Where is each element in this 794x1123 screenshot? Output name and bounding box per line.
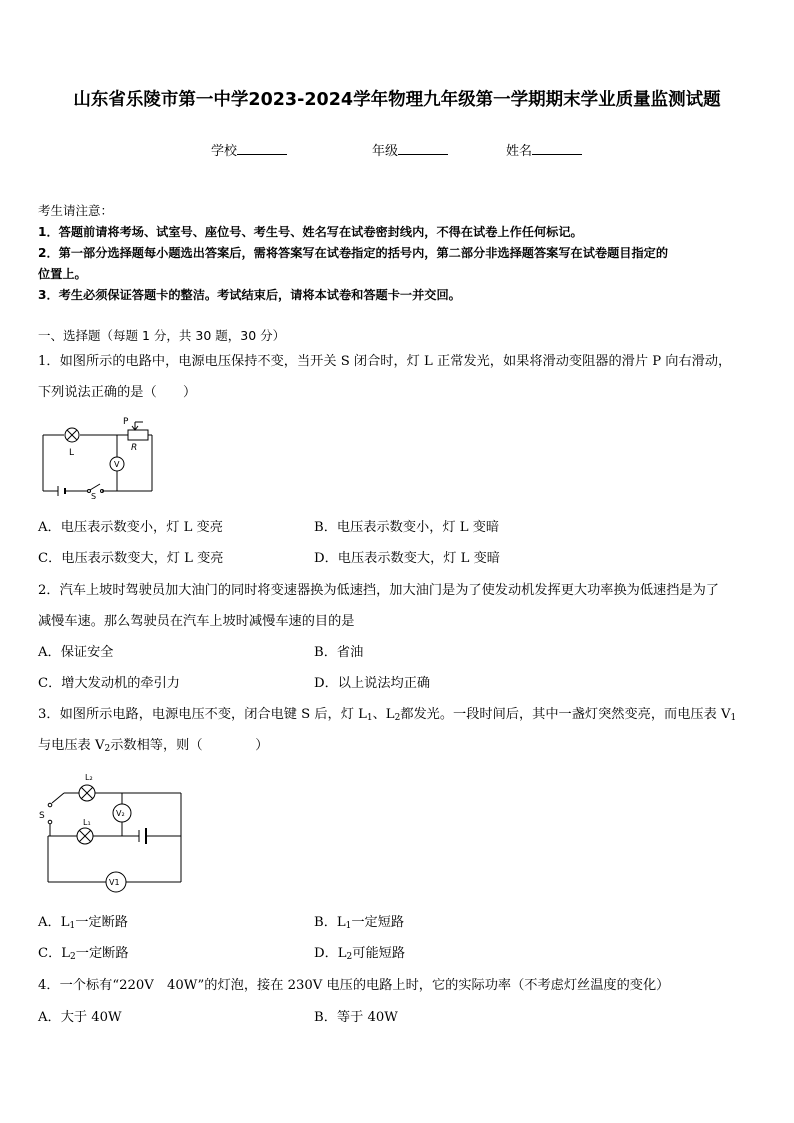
q1-option-b[interactable]: B．电压表示数变小，灯 L 变暗: [314, 520, 500, 535]
q1-stem-line1: 1．如图所示的电路中，电源电压保持不变，当开关 S 闭合时，灯 L 正常发光，如果将滑动变阻器的滑片 P 向右滑动，: [38, 354, 732, 369]
q3-stem-line2: [38, 737, 268, 758]
grade-blank[interactable]: [398, 142, 448, 155]
q3-line1-text-a: 3．如图所示电路，电源电压不变，闭合电键 S 后，灯 L: [38, 707, 367, 722]
q2-option-d[interactable]: D．以上说法均正确: [314, 676, 431, 691]
q1-label-switch: S: [91, 492, 97, 499]
q3-option-c-sub: 2: [70, 952, 76, 962]
q3-option-b-sub: 1: [345, 921, 352, 931]
exam-title: 山东省乐陵市第一中学2023-2024学年物理九年级第一学期期末学业质量监测试题: [73, 90, 721, 110]
q3-label-l1: L₁: [83, 818, 91, 827]
q3-circuit-diagram: [36, 768, 186, 896]
q2-stem-line2: 减慢车速。那么驾驶员在汽车上坡时减慢车速的目的是: [38, 614, 355, 629]
q3-option-c[interactable]: [38, 945, 129, 966]
q3-option-a-text: A．L: [38, 915, 70, 930]
q2-stem-line1: 2．汽车上坡时驾驶员加大油门的同时将变速器换为低速挡，加大油门是为了使发动机发挥更大功率换为低速挡是为了: [38, 583, 719, 598]
q4-option-a[interactable]: A．大于 40W: [38, 1010, 122, 1025]
q3-option-c-tail: 一定断路: [75, 946, 129, 961]
q3-option-d-text: D．L: [314, 946, 347, 961]
q3-line2-text-a: 与电压表 V: [38, 738, 105, 753]
q3-line2-text-b: 示数相等，则（ ）: [110, 738, 269, 753]
q3-label-v2: V₂: [116, 809, 125, 818]
q3-line1-sub-2: 2: [394, 713, 401, 723]
notice-item-3: 3．考生必须保证答题卡的整洁。考试结束后，请将本试卷和答题卡一并交回。: [38, 288, 461, 302]
name-field[interactable]: [506, 140, 582, 159]
q1-option-a[interactable]: A．电压表示数变小，灯 L 变亮: [38, 520, 223, 535]
q3-label-switch: S: [39, 811, 45, 821]
q1-option-c[interactable]: C．电压表示数变大，灯 L 变亮: [38, 551, 224, 566]
q3-option-a-tail: 一定断路: [75, 915, 128, 930]
q1-circuit-diagram: [38, 413, 158, 499]
q1-label-rheostat: R: [131, 443, 138, 453]
name-blank[interactable]: [532, 142, 582, 155]
q3-line1-sub-3: 1: [730, 713, 737, 723]
school-label: 学校: [211, 144, 238, 159]
q3-line1-text-b: 、L: [372, 707, 395, 722]
notice-item-2-cont: 位置上。: [38, 267, 87, 281]
notice-item-1: 1．答题前请将考场、试室号、座位号、考生号、姓名写在试卷密封线内，不得在试卷上作任何标记。: [38, 225, 583, 239]
section-title: 一、选择题（每题 1 分，共 30 题，30 分）: [38, 328, 286, 343]
q3-label-v1: V1: [109, 878, 120, 887]
q4-stem-line1: 4．一个标有“220V 40W”的灯泡，接在 230V 电压的电路上时，它的实际功率（不考虑灯丝温度的变化）: [38, 978, 670, 993]
q2-option-a[interactable]: A．保证安全: [38, 645, 114, 660]
q3-option-b[interactable]: [314, 914, 404, 935]
q4-option-b[interactable]: B．等于 40W: [314, 1010, 398, 1025]
q1-stem-line2: 下列说法正确的是（ ）: [38, 385, 197, 400]
q3-option-a[interactable]: [38, 914, 128, 935]
q3-label-l2: L₂: [85, 773, 93, 782]
name-label: 姓名: [506, 144, 533, 159]
notice-item-2: 2．第一部分选择题每小题选出答案后，需将答案写在试卷指定的括号内，第二部分非选择题答案写在试卷题目指定的: [38, 246, 669, 260]
q1-label-lamp: L: [69, 448, 75, 458]
q3-option-c-text: C．L: [38, 946, 71, 961]
q3-stem-line1: [38, 706, 736, 727]
q2-option-b[interactable]: B．省油: [314, 645, 364, 660]
q1-label-slider: P: [123, 417, 129, 427]
school-field[interactable]: [211, 140, 287, 159]
q3-option-b-tail: 一定短路: [351, 915, 405, 930]
q3-line1-sub-1: 1: [366, 713, 373, 723]
grade-label: 年级: [372, 144, 399, 159]
notice-heading: 考生请注意：: [38, 203, 114, 218]
q3-option-b-text: B．L: [314, 915, 346, 930]
q3-option-d-tail: 可能短路: [352, 946, 406, 961]
grade-field[interactable]: [372, 140, 448, 159]
q1-label-voltmeter: V: [114, 460, 120, 469]
q3-option-d-sub: 2: [346, 952, 353, 962]
q3-option-d[interactable]: [314, 945, 405, 966]
q3-line2-sub: 2: [104, 744, 111, 754]
q3-line1-text-c: 都发光。一段时间后，其中一盏灯突然变亮，而电压表 V: [400, 707, 731, 722]
q3-option-a-sub: 1: [69, 921, 76, 931]
q1-option-d[interactable]: D．电压表示数变大，灯 L 变暗: [314, 551, 500, 566]
school-blank[interactable]: [237, 142, 287, 155]
q2-option-c[interactable]: C．增大发动机的牵引力: [38, 676, 180, 691]
